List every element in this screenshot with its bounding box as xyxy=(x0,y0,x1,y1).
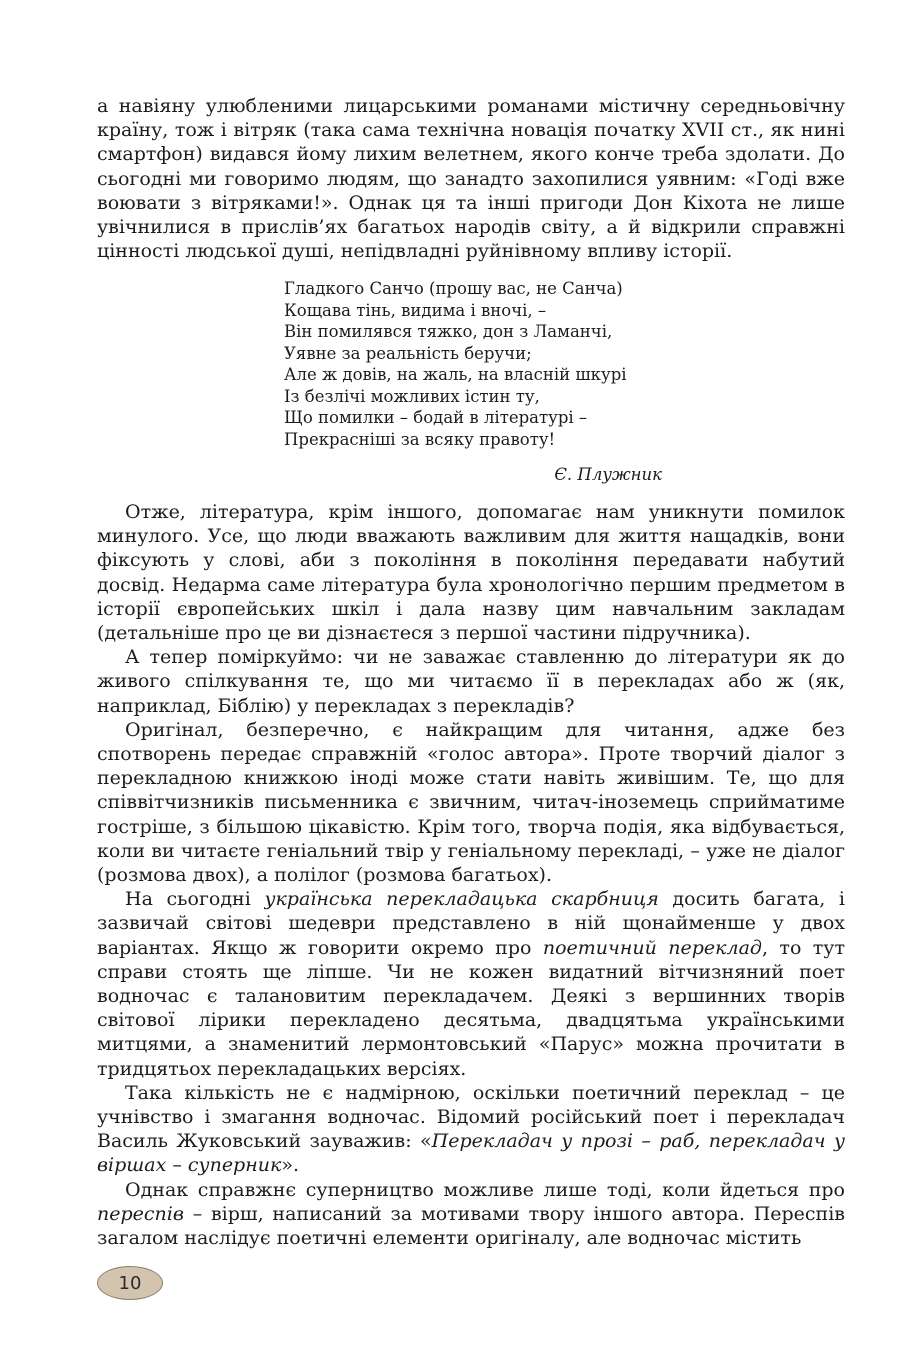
paragraph xyxy=(97,1178,845,1251)
emphasis-term: поетичний переклад xyxy=(542,936,762,959)
text-run: Така кількість не є надмірною, оскільки поетичний переклад – це учнівство і змагання водночас. Відомий російський поет і перекладач Василь Жуковський зауважив: « xyxy=(97,1081,845,1153)
paragraph: Оригінал, безперечно, є найкращим для читання, адже без спотворень передає справжній «голос автора». Проте творчий діалог з перекладною книжкою іноді може стати навіть живішим. Те, що для співвітчизників письменника є звичним, читач-іноземець сприйматиме гостріше, з більшою цікавістю. Крім того, творча подія, яка відбувається, коли ви читаєте геніальний твір у геніальному перекладі, – уже не діалог (розмова двох), а полілог (розмова багатьох). xyxy=(97,718,845,887)
text-run: На сьогодні xyxy=(125,888,265,911)
text-run: , то тут справи стоять ще ліпше. Чи не кожен видатний вітчизняний поет водночас є талановитим перекладачем. Деякі з вершинних творів світової лірики перекладено десятьма, двадцятьма українськими митцями, а знаменитий лермонтовський «Парус» можна прочитати в тридцятьох перекладацьких версіях. xyxy=(97,936,846,1080)
text-run: ». xyxy=(281,1154,299,1177)
intro-text xyxy=(97,94,845,263)
text-run: досить багата, і зазвичай світові шедеври представлено в ній щонайменше у двох варіантах. Якщо ж говорити окремо про xyxy=(97,888,846,959)
paragraph: Отже, література, крім іншого, допомагає нам уникнути помилок минулого. Усе, що люди вважають важливим для життя нащадків, вони фіксують у слові, аби з покоління в покоління передавати набутий досвід. Недарма саме література була хронологічно першим предметом в історії європейських шкіл і дала назву цим навчальним закладам (детальніше про це ви дізнаєтеся з першої частини підручника). xyxy=(97,501,845,645)
text-run: Однак справжнє суперництво можливе лише тоді, коли йдеться про xyxy=(125,1178,845,1201)
poem-line: Але ж довів, на жаль, на власній шкурі xyxy=(284,365,627,384)
main-text xyxy=(97,500,845,1250)
poem-line: Із безлічі можливих істин ту, xyxy=(284,386,540,406)
emphasis-term: українська перекладацька скарбниця xyxy=(264,888,659,911)
poem-epigraph xyxy=(284,278,684,450)
poem-line: Гладкого Санчо (прошу вас, не Санча) xyxy=(284,279,623,298)
page-number-badge xyxy=(97,1266,163,1300)
text-run: – вірш, написаний за мотивами твору іншого автора. Переспів загалом наслідує поетичні елементи оригіналу, але водночас містить xyxy=(97,1202,845,1250)
poem-line: Що помилки – бодай в літературі – xyxy=(284,408,588,427)
emphasis-term: переспів xyxy=(97,1202,184,1225)
poem-line: Кощава тінь, видима і вночі, – xyxy=(284,300,547,320)
paragraph: А тепер поміркуймо: чи не заважає ставленню до літератури як до живого спілкування те, що ми читаємо її в перекладах або ж (як, наприклад, Біблію) у перекладах з перекладів? xyxy=(97,646,845,717)
poem-author: Є. Плужник xyxy=(554,465,662,484)
poem-line: Прекрасніші за всяку правоту! xyxy=(284,429,556,449)
poem-line: Він помилявся тяжко, дон з Ламанчі, xyxy=(284,322,613,341)
poem-line: Уявне за реальність беручи; xyxy=(284,343,532,363)
paragraph: а навіяну улюбленими лицарськими романами містичну середньовічну країну, тож і вітряк (така сама технічна новація початку XVII ст., як нині смартфон) видався йому лихим велетнем, якого конче треба здолати. До сьогодні ми говоримо людям, що занадто захопилися уявним: «Годі вже воювати з вітряками!». Однак ця та інші пригоди Дон Кіхота не лише увічнилися в прислів’ях багатьох народів світу, а й відкрили справжні цінності людської душі, непідвладні руйнівному впливу історії. xyxy=(97,95,845,263)
paragraph xyxy=(97,887,845,1081)
page-number: 10 xyxy=(118,1272,142,1294)
paragraph xyxy=(97,1081,845,1178)
quote-emphasis: Перекладач у прозі – раб, перекладач у віршах – суперник xyxy=(97,1130,845,1177)
